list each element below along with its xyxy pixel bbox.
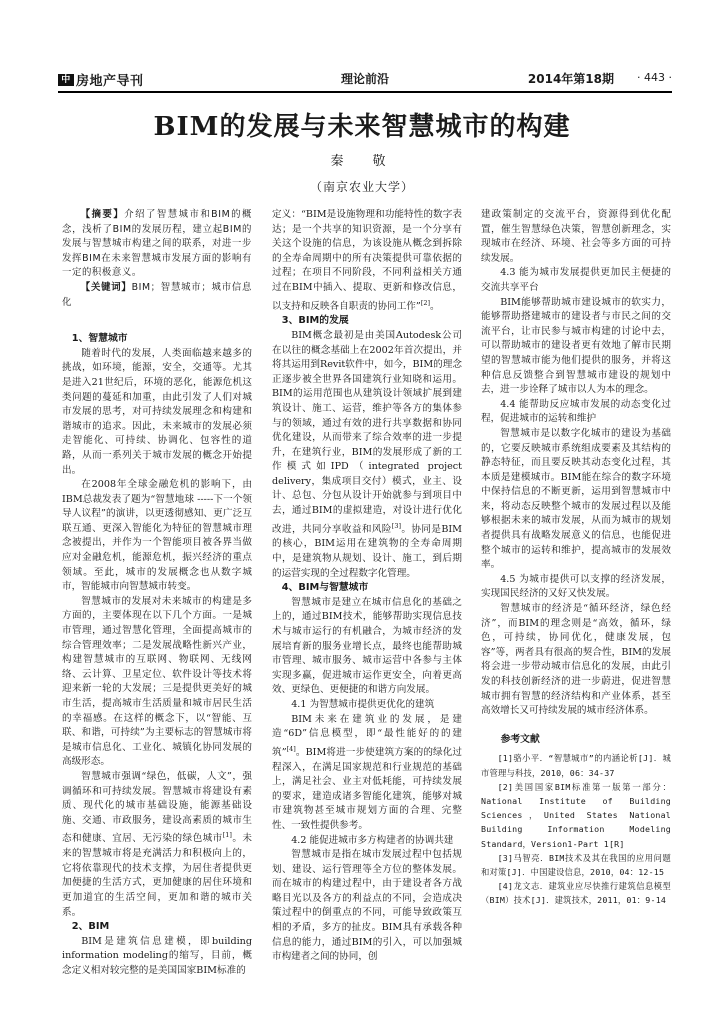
paragraph: 在2008年全球金融危机的影响下，由IBM总裁发表了题为“智慧地球 -----下一个领导人议程”的演讲，以更透彻感知、更广泛互联互通、更深入智能化为特征的智慧城市理念被提出，并作为一个智能项目被各界当做应对金融危机，能源危机，振兴经济的重点领域。至此，城市的发展概念也从数字城市，智能城市向智慧城市转变。 [62, 479, 252, 593]
paragraph: 智慧城市是建立在城市信息化的基础之上的，通过BIM技术，能够帮助实现信息技术与城市运行的有机融合，为城市经济的发展培育新的服务业增长点，最终也能帮助城市管理、城市服务、城市运营中各参与主体实现多赢，促进城市运作更安全，向着更高效、更绿色、更便捷的和谐方向发展。 [272, 596, 462, 696]
article-title: BIM的发展与未来智慧城市的构建 [153, 112, 571, 142]
citation: [1] [222, 831, 232, 840]
paragraph-text: 定义：“BIM是设施物理和功能特性的数字表达；是一个共享的知识资源，是一个分享有关这个设施的信息，为该设施从概念到拆除的全寿命周期中的所有决策提供可靠依据的过程；在项目不同阶段，不同利益相关方通过在BIM中插入、提取、更新和修改信息，以支持和反映各自职责的协同工作” [272, 209, 462, 312]
paragraph [272, 208, 462, 314]
paragraph-text: 。未来的智慧城市将是充满活力和积极向上的，它将依靠现代的技术支撑，为居住者提供更加便捷的生活方式，更加健康的居住环境和更加道宜的生活空间，更加和谐的城市关系。 [62, 833, 253, 918]
abstract-block [62, 208, 252, 310]
reference-item: [2]美国国家BIM标准第一版第一部分：National Institute of Building Sciences，United States National Building Information Modeling Standard，Version1-Part 1[R] [481, 781, 671, 849]
paragraph [272, 329, 462, 581]
keywords-label: 【关键词】 [80, 281, 132, 293]
citation: [3] [391, 521, 402, 530]
author-affiliation: （南京农业大学） [309, 180, 414, 194]
section-heading: 2、BIM [71, 921, 110, 933]
citation: [2] [420, 298, 431, 307]
paragraph: 智慧城市的发展对未来城市的构建是多方面的，主要体现在以下几个方面。一是城市管理，通过智慧化管理，全面提高城市的综合管理效率；二是发展战略性新兴产业，构建智慧城市的互联网、物联网、无线网络、云计算、卫星定位、软件设计等技术将迎来新一轮的大发展；三是提供更美好的城市生活，提高城市生活质量和城市居民生活的幸福感。在这样的概念下，以“智能、互联、和谐，可持续”为主要标志的智慧城市将是城市信息化、工业化、城镇化协同发展的高级形态。 [62, 595, 252, 768]
paragraph: 智慧城市是指在城市发展过程中包括规划、建设、运行管理等全方位的整体发展。而在城市的构建过程中，由于建设者各方战略目光以及各方的利益点的不同，会造成决策过程中的倒重点的不同，可能导致政策互相的矛盾，多方的扯皮。BIM具有承载各种信息的能力，通过BIM的引入，可以加强城市构建者之间的协同，创 [272, 849, 462, 963]
subsection-heading: 4.4 能帮助反应城市发展的动态变化过程，促进城市的运转和维护 [481, 398, 671, 425]
abstract [62, 208, 252, 281]
paragraph: 智慧城市是以数字化城市的建设为基础的，它要反映城市系统组成要素及其结构的静态特征，而且要反映其动态变化过程，其本质是建模城市。BIM能在综合的数字环境中保持信息的不断更新，运用到智慧城市中来，将动态反映整个城市的发展过程以及能够根据未来的城市发展，从而为城市的规划者提供具有战略发展意义的信息，也能促进整个城市的运转和维护，提高城市的发展效率。 [481, 427, 671, 571]
reference-item: [3]马智亮．BIM技术及其在我国的应用问题和对策[J]．中国建设信息，2010，04：12-15 [481, 852, 671, 877]
article-author: 秦 敬 [330, 154, 394, 169]
issue-number: 2014年第18期 [527, 72, 614, 86]
page-number: · 443 · [637, 71, 672, 84]
reference-item: [4]龙文志．建筑业应尽快推行建筑信息模型（BIM）技术[J]．建筑技术，2011，01：9-14 [481, 881, 671, 906]
journal-logo [58, 70, 144, 89]
column-1 [62, 208, 252, 978]
paragraph-text: 。BIM将进一步使建筑方案的的绿化过程深入，在满足国家规范和行业规范的基础上，满足社会、业主对低耗能，可持续发展的要求，建造成诸多智能化建筑，能够对城市建筑物甚至城市规划方面的合理、完整性、一致性提供参考。 [272, 746, 462, 831]
citation: [4] [286, 744, 296, 753]
reference-item: [1]骆小平．“智慧城市”的内涵论析[J]．城市管理与科技，2010，06：34-37 [481, 753, 671, 778]
column-2 [272, 208, 462, 965]
journal-name: 房地产导刊 [76, 74, 144, 89]
page-header [58, 70, 672, 90]
paragraph-text: BIM概念最初是由美国Autodesk公司在以往的概念基础上在2002年首次提出，并将其运用到Revit软件中，如今，BIM的理念正逐步被全世界各国建筑行业知晓和运用。BIM的运用范围也从建筑设计领域扩展到建筑设计、施工、运营，维护等各方的集体参与的领域，通过有效的进行共享数据和协同优化建设，从而带来了综合效率的进一步提升，在建筑行业，BIM的发展形成了新的工作模式如IPD（integrated project delivery，集成项目交付）模式，业主、设计、总包、分包从设计开始就参与到项目中去，通过BIM的虚拟建造，对设计进行优化改进，共同分享收益和风险 [272, 329, 462, 535]
paragraph: 建政策制定的交流平台，资源得到优化配置，催生智慧绿色决策，智慧创新理念，实现城市在经济、环境、社会等多方面的可持续发展。 [481, 209, 671, 264]
paragraph-text: 。 [430, 300, 440, 312]
paragraph-text: 智慧城市强调“绿色，低碳，人文”，强调循环和可持续发展。智慧城市将建设有素质、现代化的城市基础设施，能源基础设施、交通、市政服务，建设高素质的城市生态和健康、宜居、无污染的绿色城市 [62, 770, 252, 845]
paragraph-text: 。协同是BIM的核心，BIM运用在建筑物的全寿命周期中，是建筑物从规划、设计、施工，到后期的运营实现的全过程数字化管理。 [272, 523, 462, 579]
paragraph: BIM是建筑信息建模，即building information modeling的缩写，目前，概念定义相对较完整的是美国国家BIM标准的 [62, 935, 252, 976]
keywords [62, 281, 252, 310]
paragraph: 随着时代的发展，人类面临越来越多的挑战，如环境，能源，安全，交通等。尤其是进入21世纪后，环境的恶化，能源危机这类问题的蔓延和加重，由此引发了人们对城市发展的思考，对可持续发展理念和构建和谐城市的追求。因此，未来城市的发展必须走智能化、可持续、协调化、包容性的道路，从而一系列关于城市发展的概念开始提出。 [62, 347, 252, 476]
subsection-heading: 4.1 为智慧城市提供更优化的建筑 [291, 698, 435, 710]
section-heading: 4、BIM与智慧城市 [281, 582, 369, 594]
section-heading: 3、BIM的发展 [281, 315, 349, 327]
column-3 [481, 208, 671, 908]
paragraph [62, 770, 252, 920]
paragraph [272, 713, 462, 834]
column-name: 理论前沿 [341, 72, 390, 86]
subsection-heading: 4.3 能为城市发展提供更加民主便捷的交流共享平台 [481, 267, 671, 293]
subsection-heading: 4.2 能促进城市多方构建者的协调共建 [291, 834, 454, 846]
references-heading: 参考文献 [500, 733, 540, 745]
paragraph-text: BIM未来在建筑业的发展，是建造“6D”信息模型，即“最性能好的的建筑” [272, 713, 462, 758]
keywords-text: BIM；智慧城市；城市信息化 [62, 281, 252, 308]
paragraph: 智慧城市的经济是“循环经济，绿色经济”，而BIM的理念则是“高效，循环，绿色，可持续，协同优化，健康发展，包容”等，两者具有很高的契合性，BIM的发展将会进一步带动城市信息化的发展，由此引发的科技创新经济的进一步蔚进，促进智慧城市拥有智慧的经济结构和产业体系，甚至高效增长又可持续发展的城市经济体系。 [481, 603, 671, 717]
header-rule [58, 91, 672, 93]
paragraph: BIM能够帮助城市建设城市的软实力，能够帮助搭建城市的建设者与市民之间的交流平台，让市民参与城市构建的讨论中去，可以帮助城市的建设者更有效地了解市民期望的智慧城市能为他们提供的服务，并将这种信息反馈整合到智慧城市建设的规划中去，进一步诠释了城市以人为本的理念。 [481, 296, 671, 396]
abstract-label: 【摘要】 [80, 209, 125, 220]
section-heading: 1、智慧城市 [71, 333, 128, 345]
abstract-text: 介绍了智慧城市和BIM的概念，浅析了BIM的发展历程，建立起BIM的发展与智慧城市构建之间的联系，对进一步发挥BIM在未来智慧城市发展方面的影响有一定的积极意义。 [62, 209, 252, 279]
journal-logo-mark: 中 [58, 74, 74, 86]
subsection-heading: 4.5 为城市提供可以支撑的经济发展，实现国民经济的又好又快发展。 [481, 573, 671, 600]
